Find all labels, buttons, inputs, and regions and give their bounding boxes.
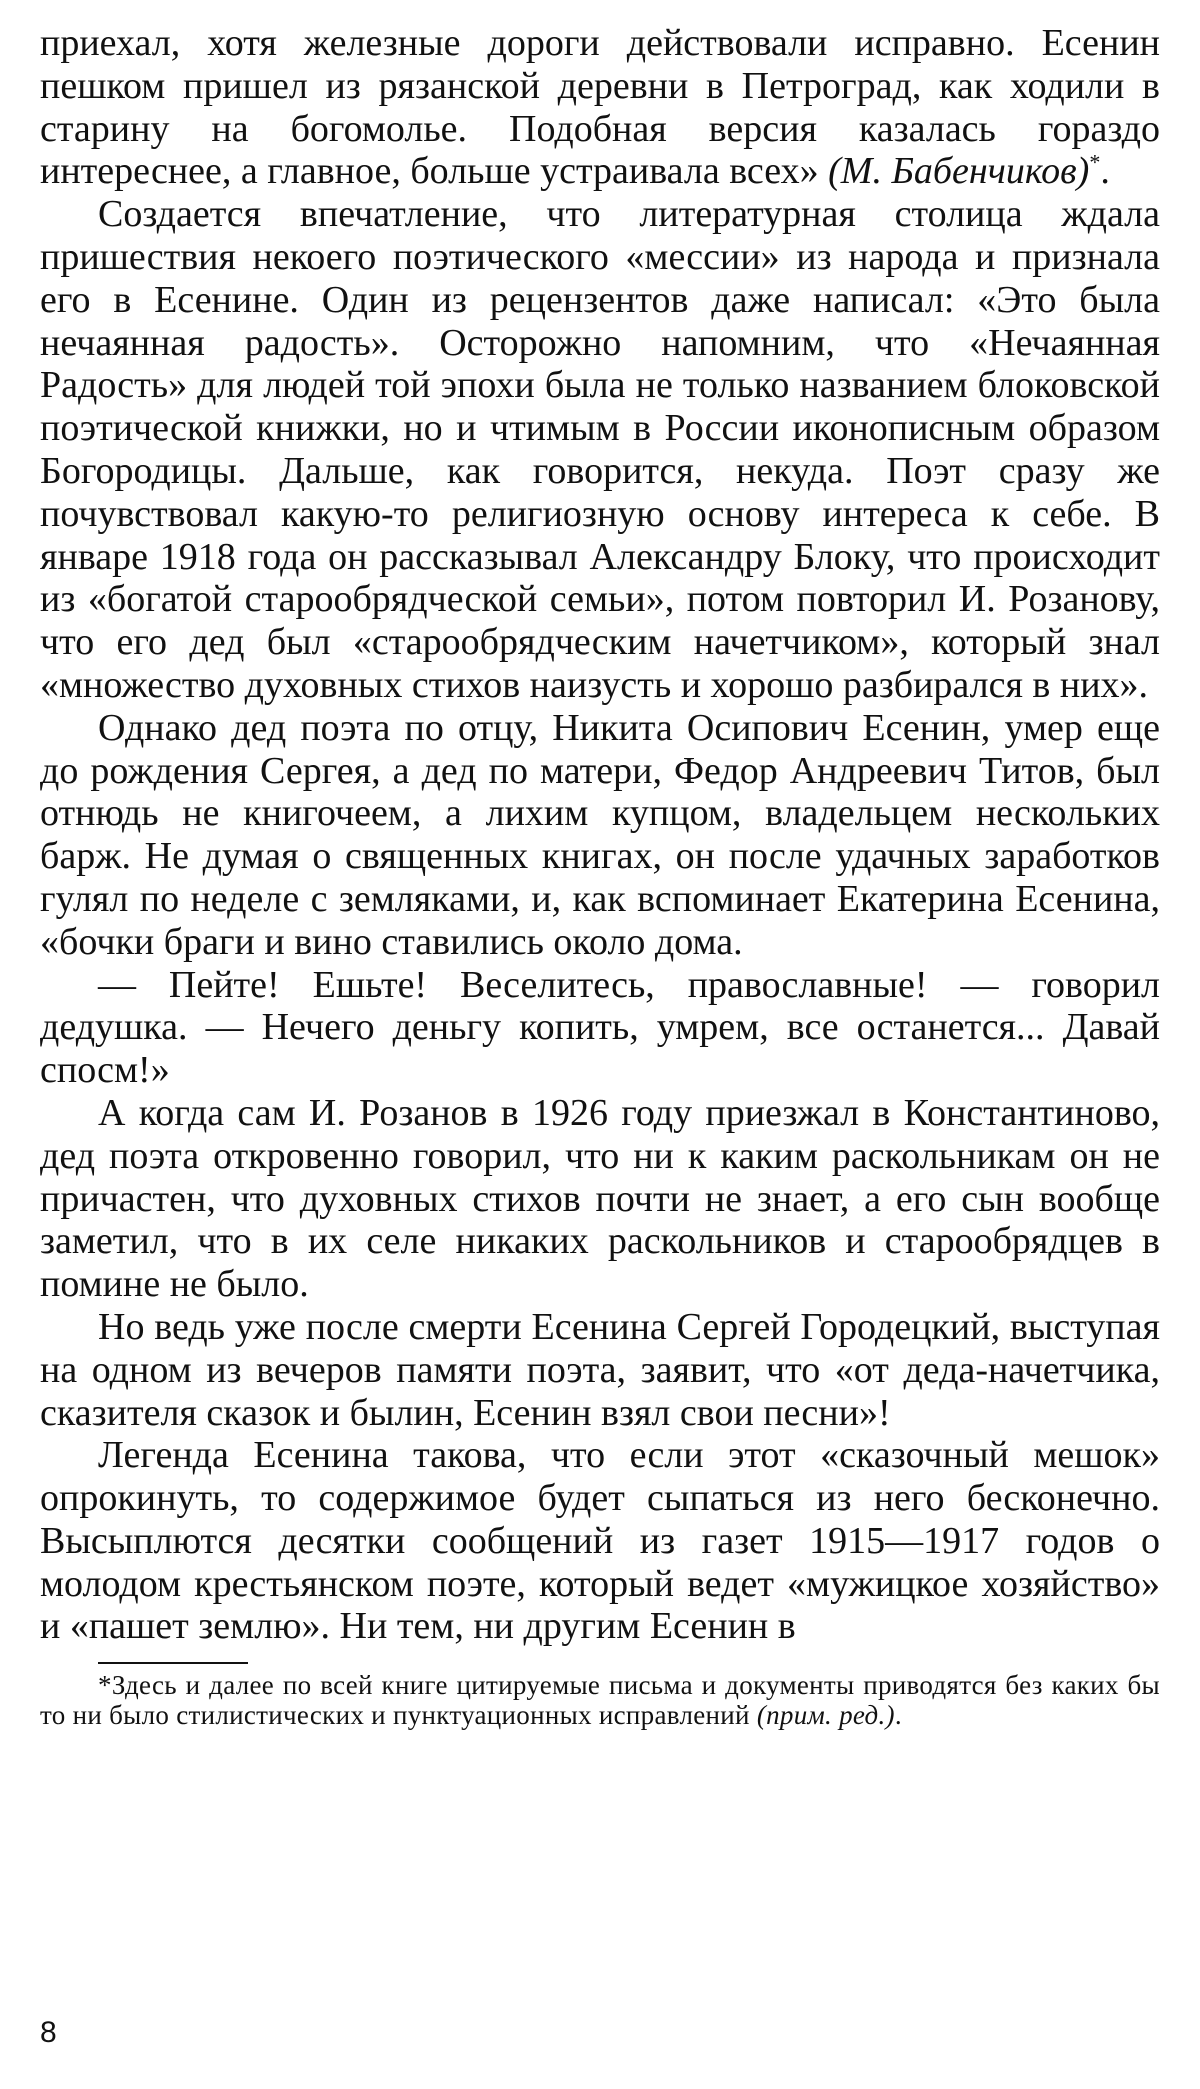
paragraph-4: — Пейте! Ешьте! Веселитесь, православные! — говорил дедушка. — Нечего деньгу копить, умрем, все останется... Давай спосм!» — [40, 963, 1160, 1092]
paragraph-5: А когда сам И. Розанов в 1926 году приезжал в Константиново, дед поэта откровенно говорил, что ни к каким раскольникам он не причастен, что духовных стихов почти не знает, а его сын вообще заметил, что в их селе никаких раскольников и старообрядцев в помине не было. — [40, 1091, 1160, 1306]
paragraph-1-text: приехал, хотя железные дороги действовали исправно. Есенин пешком пришел из рязанской деревни в Петроград, как ходили в старину на богомолье. Подобная версия казалась гораздо интереснее, а главное, больше устраивала всех» — [40, 22, 1160, 193]
paragraph-3: Однако дед поэта по отцу, Никита Осипович Есенин, умер еще до рождения Сергея, а дед по матери, Федор Андреевич Титов, был отнюдь не книгочеем, а лихим купцом, владельцем нескольких барж. Не думая о священных книгах, он после удачных заработков гулял по неделе с земляками, и, как вспоминает Екатерина Есенина, «бочки браги и вино ставились около дома. — [40, 706, 1160, 963]
paragraph-1 — [40, 22, 1160, 193]
footnote-divider — [98, 1662, 248, 1664]
footnote-mark: * — [98, 1670, 112, 1701]
footnote-tail: . — [894, 1700, 902, 1731]
footnote-reference: * — [1089, 149, 1101, 175]
editor-note: (прим. ред.) — [756, 1700, 895, 1731]
footnote-text: Здесь и далее по всей книге цитируемые письма и документы приводятся без каких бы то ни было стилистических и пунктуационных исправлений — [40, 1670, 1160, 1731]
page-number: 8 — [40, 2016, 57, 2049]
paragraph-1-tail: . — [1100, 150, 1110, 193]
paragraph-7: Легенда Есенина такова, что если этот «сказочный мешок» опрокинуть, то содержимое будет сыпаться из него бесконечно. Высыплются десятки сообщений из газет 1915—1917 годов о молодом крестьянском поэте, который ведет «мужицкое хозяйство» и «пашет землю». Ни тем, ни другим Есенин в — [40, 1434, 1160, 1648]
paragraph-6: Но ведь уже после смерти Есенина Сергей Городецкий, выступая на одном из вечеров памяти поэта, заявит, что «от деда-начетчика, сказителя сказок и былин, Есенин взял свои песни»! — [40, 1305, 1160, 1434]
body-text — [40, 22, 1160, 1648]
citation-author: (М. Бабенчиков) — [828, 150, 1090, 193]
footnote — [40, 1670, 1160, 1730]
paragraph-2: Создается впечатление, что литературная столица ждала пришествия некоего поэтического «мессии» из народа и признала его в Есенине. Один из рецензентов даже написал: «Это была нечаянная радость». Осторожно напомним, что «Нечаянная Радость» для людей той эпохи была не только названием блоковской поэтической книжки, но и чтимым в России иконописным образом Богородицы. Дальше, как говорится, некуда. Поэт сразу же почувствовал какую-то религиозную основу интереса к себе. В январе 1918 года он рассказывал Александру Блоку, что происходит из «богатой старообрядческой семьи», потом повторил И. Розанову, что его дед был «старообрядческим начетчиком», который знал «множество духовных стихов наизусть и хорошо разбирался в них». — [40, 193, 1160, 706]
